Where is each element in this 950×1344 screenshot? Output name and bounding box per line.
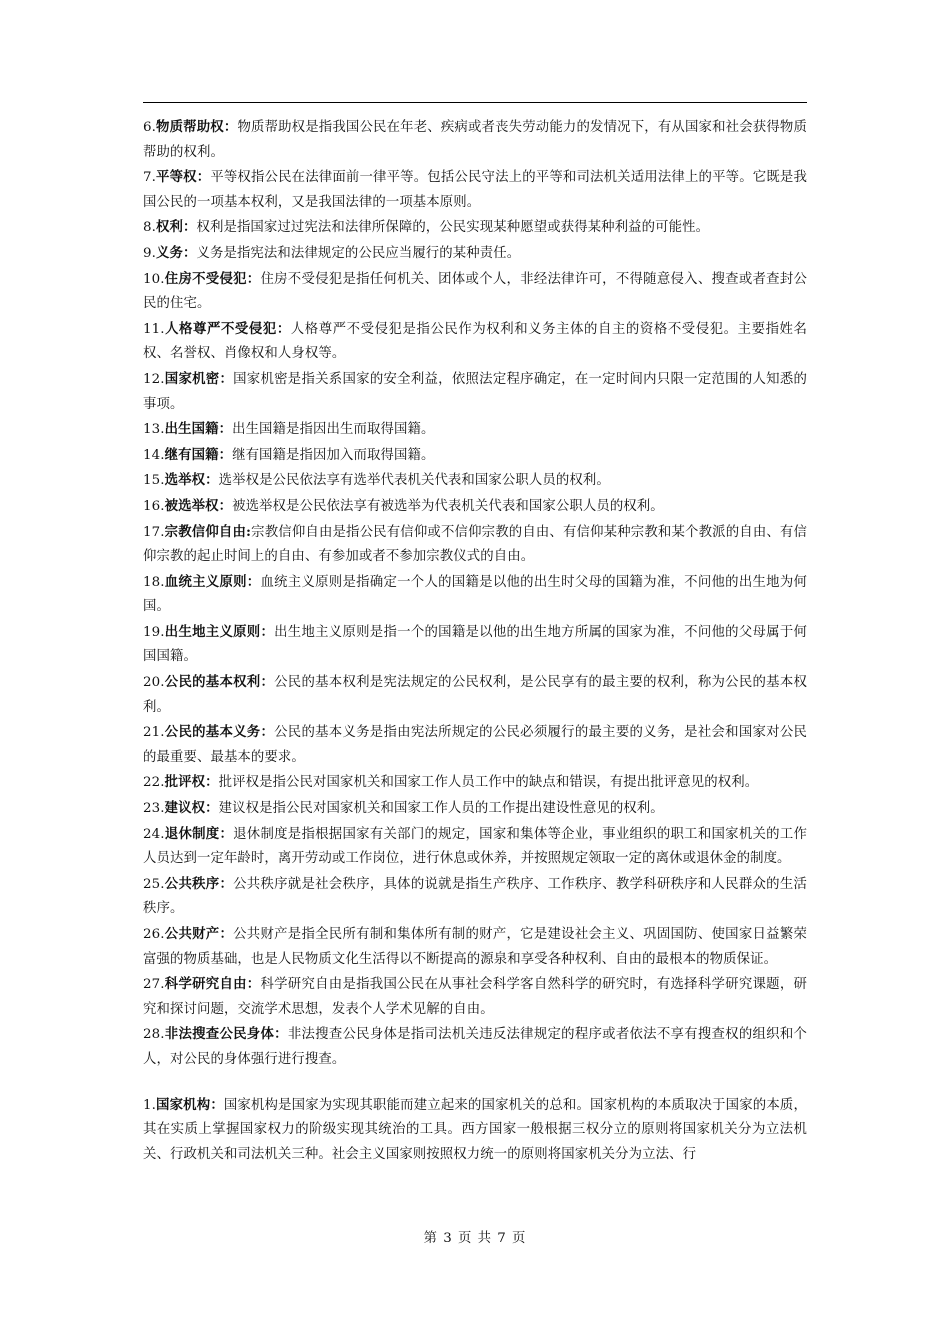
entry-separator: ： [210, 1096, 224, 1113]
entry-term: 平等权 [155, 169, 197, 186]
entry-term: 出生地主义原则 [164, 623, 261, 640]
entry-term: 公共秩序 [164, 875, 220, 892]
glossary-entry [143, 1093, 807, 1168]
entry-separator: ： [219, 825, 234, 842]
entry-term: 公民的基本义务 [164, 724, 261, 741]
entry-number: 15. [143, 473, 165, 489]
entry-definition: 物质帮助权是指我国公民在年老、疾病或者丧失劳动能力的发情况下，有从国家和社会获得物质帮助的权利。 [143, 120, 807, 160]
glossary-list [143, 115, 807, 1073]
entry-separator: ： [218, 497, 233, 514]
entry-definition: 继有国籍是指因加入而取得国籍。 [232, 447, 435, 463]
glossary-entry [143, 620, 807, 670]
entry-number: 8. [143, 220, 156, 236]
entry-separator: ： [182, 244, 197, 261]
entry-definition: 公共秩序就是社会秩序，具体的说就是指生产秩序、工作秩序、教学科研秩序和人民群众的生活秩序。 [143, 876, 807, 917]
entry-definition: 公共财产是指全民所有制和集体所有制的财产，它是建设社会主义、巩固国防、使国家日益繁荣富强的物质基础，也是人民物质文化生活得以不断提高的源泉和享受各种权利、自由的最根本的物质保证。 [143, 927, 807, 967]
entry-separator: ： [274, 1026, 288, 1043]
entry-definition: 选举权是公民依法享有选举代表机关代表和国家公职人员的权利。 [218, 473, 610, 489]
entry-term: 公共财产 [164, 926, 220, 942]
glossary-entry [143, 770, 807, 796]
entry-number: 28. [143, 1027, 165, 1043]
entry-term: 人格尊严不受侵犯 [164, 320, 277, 337]
glossary-entry [143, 417, 807, 443]
glossary-list-section-2 [143, 1093, 807, 1168]
entry-number: 7. [143, 170, 156, 186]
entry-definition: 公民的基本权利是宪法规定的公民权利，是公民享有的最主要的权利，称为公民的基本权利。 [143, 675, 807, 715]
entry-term: 物质帮助权 [155, 119, 224, 135]
entry-separator: ： [276, 320, 291, 337]
glossary-entry [143, 115, 807, 165]
entry-term: 退休制度 [164, 825, 220, 842]
header-rule [143, 102, 807, 103]
entry-definition: 退休制度是指根据国家有关部门的规定，国家和集体等企业，事业组织的职工和国家机关的工作人员达到一定年龄时，离开劳动或工作岗位，进行休息或休养，并按照规定领取一定的离休或退休金的制度。 [143, 826, 807, 867]
entry-number: 26. [143, 927, 165, 942]
glossary-entry [143, 1022, 807, 1072]
entry-definition: 批评权是指公民对国家机关和国家工作人员工作中的缺点和错误，有提出批评意见的权利。 [218, 775, 759, 791]
entry-separator: ： [219, 370, 234, 387]
entry-term: 建议权 [164, 800, 206, 817]
glossary-entry [143, 317, 807, 367]
entry-definition: 义务是指宪法和法律规定的公民应当履行的某种责任。 [196, 245, 521, 261]
entry-definition: 平等权指公民在法律面前一律平等。包括公民守法上的平等和司法机关适用法律上的平等。它既是我国公民的一项基本权利，又是我国法律的一项基本原则。 [143, 170, 807, 210]
entry-term: 选举权 [164, 472, 206, 489]
entry-definition: 人格尊严不受侵犯是指公民作为权利和义务主体的自主的资格不受侵犯。主要指姓名权、名誉权、肖像权和人身权等。 [143, 321, 807, 362]
glossary-entry [143, 215, 807, 241]
entry-number: 25. [143, 876, 165, 892]
entry-term: 公民的基本权利 [164, 674, 261, 691]
entry-definition: 非法搜查公民身体是指司法机关违反法律规定的程序或者依法不享有搜查权的组织和个人，对公民的身体强行进行搜查。 [143, 1027, 807, 1067]
glossary-entry [143, 494, 807, 520]
entry-separator: ： [218, 446, 233, 463]
entry-definition: 出生地主义原则是指一个的国籍是以他的出生地方所属的国家为准，不问他的父母属于何国国籍。 [143, 624, 807, 665]
entry-definition: 国家机密是指关系国家的安全利益，依照法定程序确定，在一定时间内只限一定范围的人知悉的事项。 [143, 371, 807, 412]
entry-definition: 被选举权是公民依法享有被选举为代表机关代表和国家公职人员的权利。 [232, 498, 664, 514]
entry-separator: ： [219, 926, 234, 942]
entry-separator: ： [205, 774, 219, 791]
entry-number: 16. [143, 498, 165, 514]
entry-separator: ： [196, 169, 211, 186]
entry-term: 出生国籍 [164, 421, 219, 438]
entry-number: 27. [143, 977, 165, 993]
glossary-entry [143, 796, 807, 822]
entry-term: 义务 [155, 244, 183, 261]
entry-separator: ： [246, 976, 261, 993]
entry-term: 住房不受侵犯 [164, 270, 247, 287]
glossary-entry [143, 872, 807, 922]
entry-number: 12. [143, 371, 165, 387]
entry-number: 9. [143, 245, 156, 261]
glossary-entry [143, 520, 807, 570]
entry-number: 14. [143, 447, 165, 463]
entry-term: 继有国籍 [164, 446, 219, 463]
entry-definition: 建议权是指公民对国家机关和国家工作人员的工作提出建设性意见的权利。 [218, 801, 664, 817]
entry-number: 10. [143, 271, 165, 287]
entry-separator: ： [218, 421, 233, 438]
entry-definition: 血统主义原则是指确定一个人的国籍是以他的出生时父母的国籍为准，不问他的出生地为何国。 [143, 574, 807, 615]
entry-separator: ： [205, 472, 219, 489]
entry-separator: ： [260, 724, 275, 741]
entry-definition: 宗教信仰自由是指公民有信仰或不信仰宗教的自由、有信仰某种宗教和某个教派的自由、有信仰宗教的起止时间上的自由、有参加或者不参加宗教仪式的自由。 [143, 524, 807, 565]
entry-definition: 公民的基本义务是指由宪法所规定的公民必须履行的最主要的义务，是社会和国家对公民的最重要、最基本的要求。 [143, 725, 807, 765]
entry-number: 19. [143, 624, 165, 640]
entry-term: 被选举权 [164, 497, 219, 514]
entry-number: 6. [143, 120, 156, 135]
entry-separator: ： [246, 573, 261, 590]
entry-number: 13. [143, 422, 165, 438]
entry-term: 血统主义原则 [164, 573, 247, 590]
entry-separator: ： [260, 674, 275, 691]
entry-term: 权利 [155, 219, 183, 236]
glossary-entry [143, 720, 807, 770]
entry-term: 科学研究自由 [164, 976, 247, 993]
glossary-entry [143, 241, 807, 267]
entry-separator: ： [223, 119, 238, 135]
section-gap [143, 1073, 807, 1093]
glossary-content [143, 115, 807, 1167]
entry-term: 非法搜查公民身体 [164, 1026, 275, 1043]
glossary-entry [143, 468, 807, 494]
entry-separator: ： [219, 875, 234, 892]
entry-separator: : [246, 523, 252, 540]
entry-number: 17. [143, 524, 165, 540]
entry-definition: 出生国籍是指因出生而取得国籍。 [232, 422, 435, 438]
glossary-entry [143, 822, 807, 872]
entry-term: 批评权 [164, 774, 206, 791]
glossary-entry [143, 670, 807, 720]
glossary-entry [143, 165, 807, 215]
glossary-entry [143, 972, 807, 1022]
entry-definition: 科学研究自由是指我国公民在从事社会科学客自然科学的研究时，有选择科学研究课题，研究和探讨问题，交流学术思想，发表个人学术见解的自由。 [143, 977, 807, 1017]
entry-number: 1. [143, 1097, 156, 1113]
entry-number: 20. [143, 675, 165, 691]
entry-separator: ： [205, 800, 219, 817]
entry-definition: 住房不受侵犯是指任何机关、团体或个人，非经法律许可，不得随意侵入、搜查或者查封公民的住宅。 [143, 271, 807, 312]
entry-definition: 国家机构是国家为实现其职能而建立起来的国家机关的总和。国家机构的本质取决于国家的本质，其在实质上掌握国家权力的阶级实现其统治的工具。西方国家一般根据三权分立的原则将国家机关分为立法机关、行政机关和司法机关三种。社会主义国家则按照权力统一的原则将国家机关分为立法、行 [143, 1097, 807, 1162]
glossary-entry [143, 443, 807, 469]
page-footer: 第 3 页 共 7 页 [423, 1231, 527, 1246]
glossary-entry [143, 367, 807, 417]
entry-number: 21. [143, 725, 165, 741]
entry-number: 18. [143, 574, 165, 590]
entry-separator: ： [246, 270, 261, 287]
entry-number: 22. [143, 775, 165, 791]
entry-number: 11. [143, 321, 165, 337]
entry-separator: ： [182, 219, 197, 236]
entry-number: 23. [143, 801, 165, 817]
entry-term: 国家机密 [164, 370, 220, 387]
entry-term: 宗教信仰自由 [164, 523, 247, 540]
glossary-entry [143, 922, 807, 972]
glossary-entry [143, 267, 807, 317]
entry-number: 24. [143, 826, 165, 842]
entry-separator: ： [260, 623, 275, 640]
entry-definition: 权利是指国家过过宪法和法律所保障的，公民实现某种愿望或获得某种利益的可能性。 [196, 220, 710, 236]
entry-term: 国家机构 [155, 1096, 211, 1113]
glossary-entry [143, 570, 807, 620]
